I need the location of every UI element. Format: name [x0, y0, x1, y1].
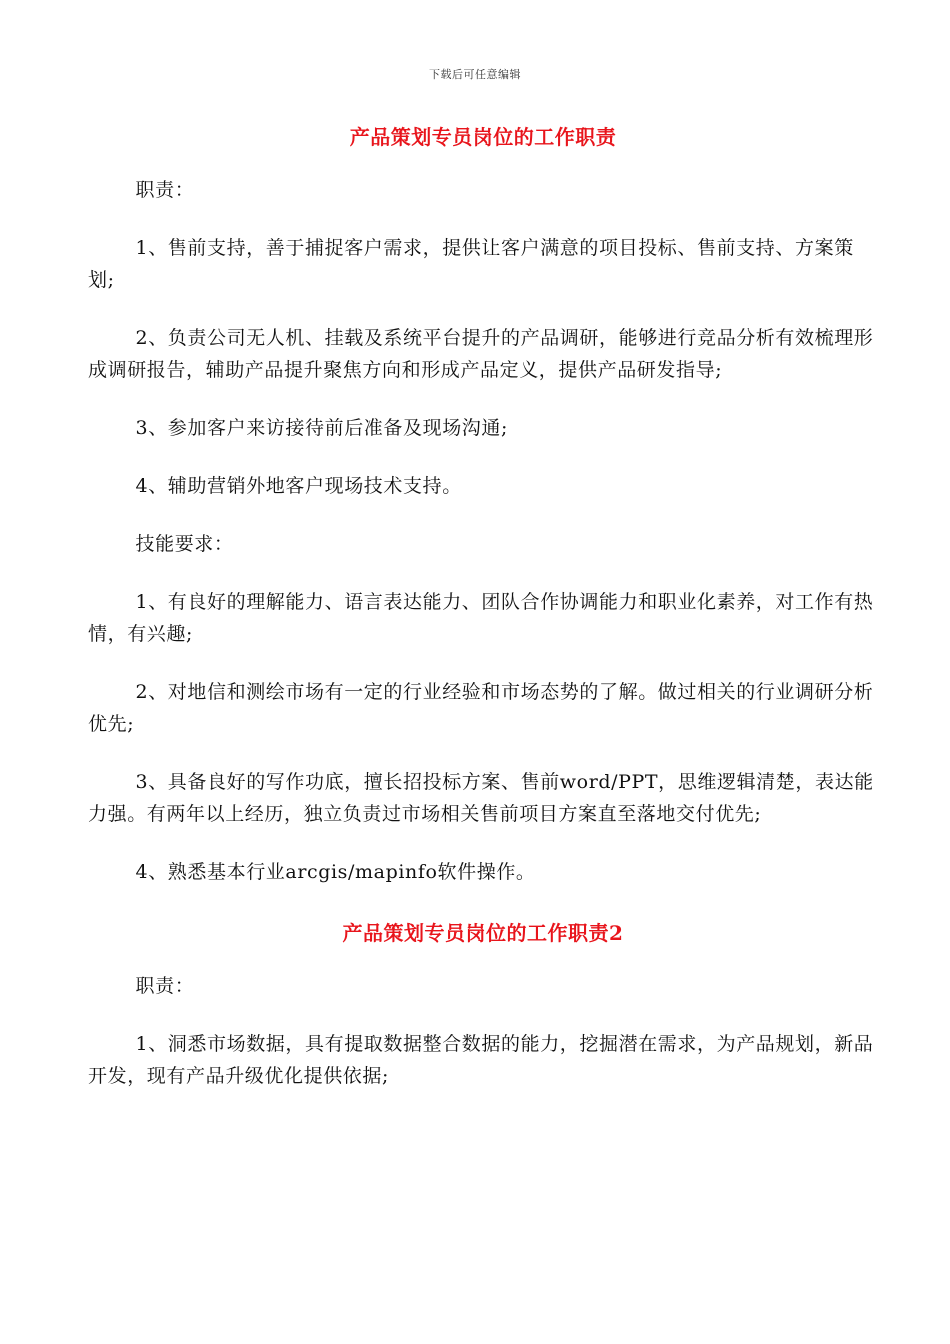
header-note: 下载后可任意编辑 — [429, 68, 521, 81]
section2-title: 产品策划专员岗位的工作职责2 — [342, 921, 624, 945]
section1-duty-4: 4、辅助营销外地客户现场技术支持。 — [135, 475, 462, 497]
section1-skill-2: 2、对地信和测绘市场有一定的行业经验和市场态势的了解。做过相关的行业调研分析优先; — [88, 681, 874, 735]
section1-duty-2: 2、负责公司无人机、挂载及系统平台提升的产品调研，能够进行竞品分析有效梳理形成调研报告，辅助产品提升聚焦方向和形成产品定义，提供产品研发指导; — [88, 327, 874, 381]
section1-skill-3: 3、具备良好的写作功底，擅长招投标方案、售前word/PPT，思维逻辑清楚，表达能力强。有两年以上经历，独立负责过市场相关售前项目方案直至落地交付优先; — [88, 771, 874, 825]
section1-duties-heading: 职责： — [135, 179, 195, 201]
section2-duties-heading: 职责： — [135, 975, 195, 997]
section1-title: 产品策划专员岗位的工作职责 — [349, 125, 617, 149]
document-content — [88, 118, 878, 1092]
section1-duty-1: 1、售前支持，善于捕捉客户需求，提供让客户满意的项目投标、售前支持、方案策划; — [88, 237, 854, 291]
section1-duty-3: 3、参加客户来访接待前后准备及现场沟通; — [135, 417, 508, 439]
section2-duty-1: 1、洞悉市场数据，具有提取数据整合数据的能力，挖掘潜在需求，为产品规划，新品开发，现有产品升级优化提供依据; — [88, 1033, 874, 1087]
section1-skill-4: 4、熟悉基本行业arcgis/mapinfo软件操作。 — [135, 861, 536, 883]
section1-skill-1: 1、有良好的理解能力、语言表达能力、团队合作协调能力和职业化素养，对工作有热情，有兴趣; — [88, 591, 874, 645]
section1-skills-heading: 技能要求： — [135, 533, 234, 555]
